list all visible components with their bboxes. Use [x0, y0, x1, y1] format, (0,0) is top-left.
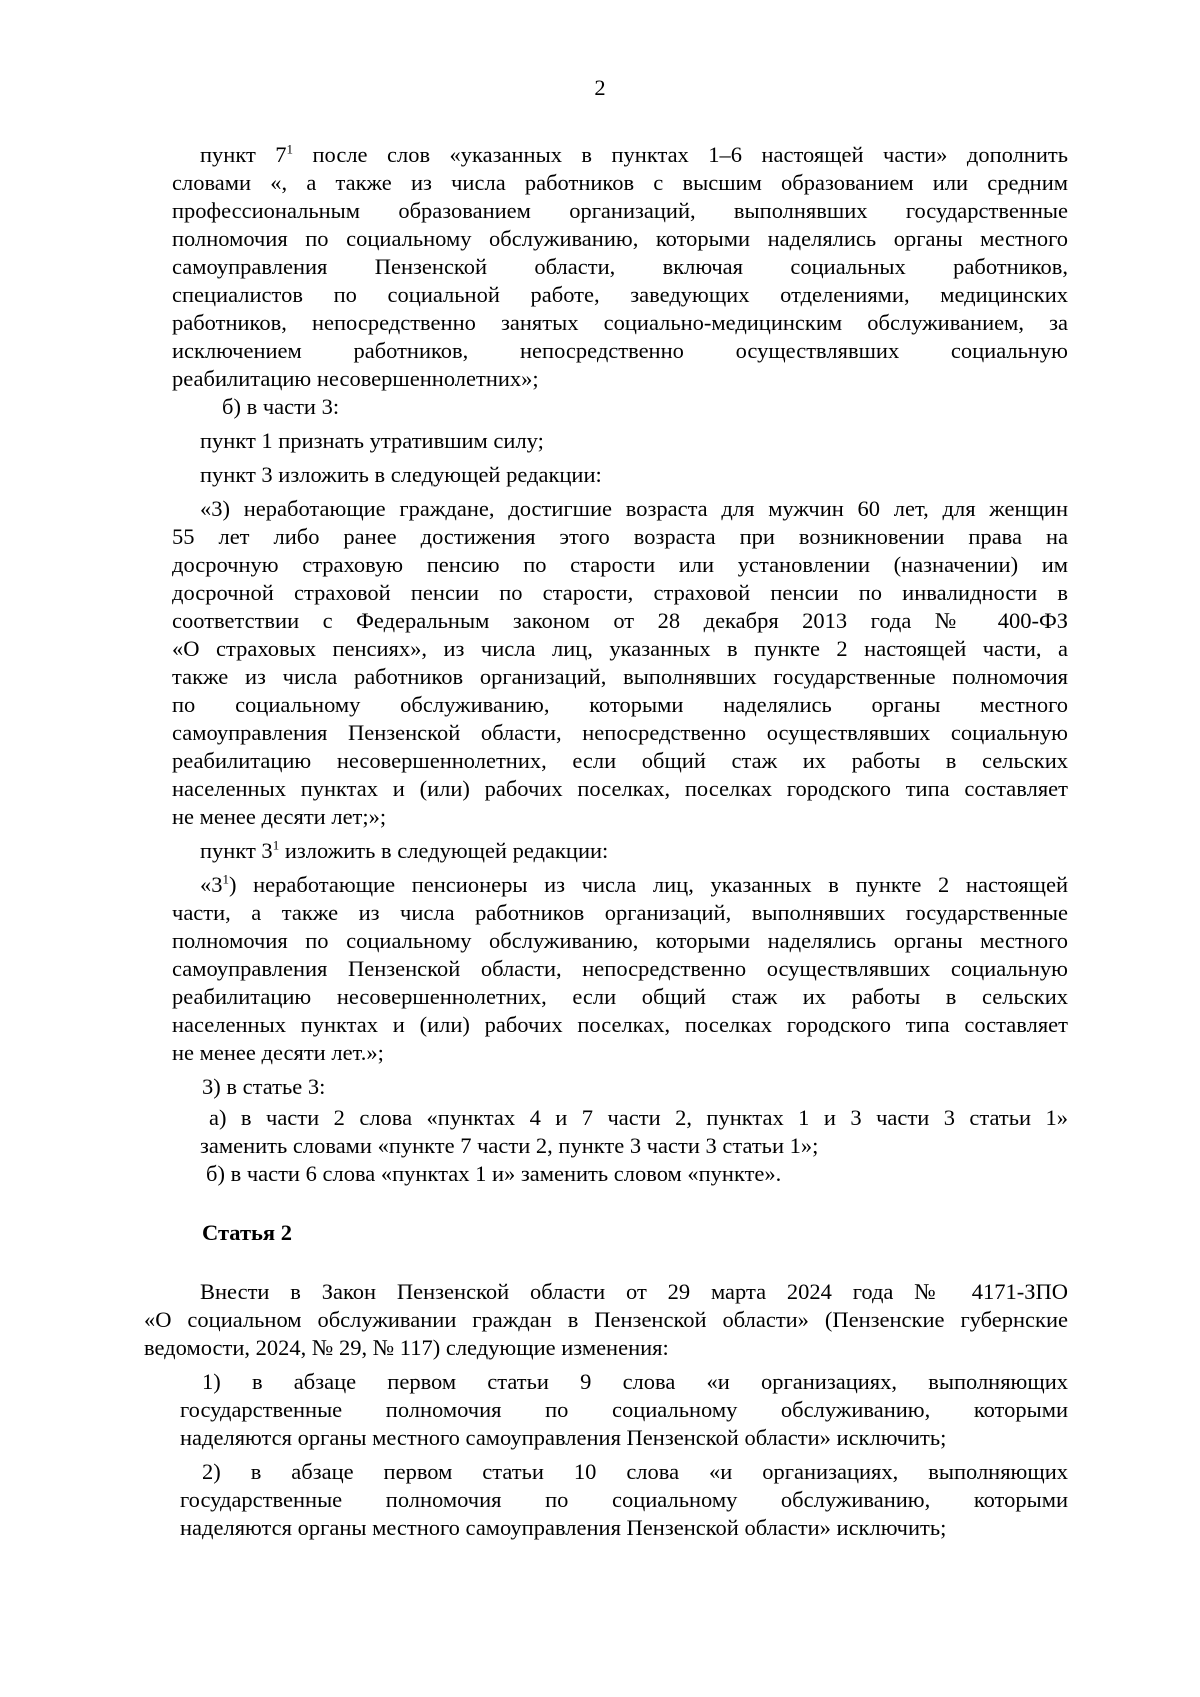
paragraph-point-3-1-intro	[172, 837, 1068, 865]
article-2-item-1	[172, 1368, 1068, 1452]
text-line: полномочия по социальному обслуживанию, которыми наделялись органы местного	[172, 226, 1068, 251]
text-line: ведомости, 2024, № 29, № 117) следующие изменения:	[144, 1335, 669, 1360]
text-line: государственные полномочия по социальному обслуживанию, которыми	[180, 1487, 1068, 1512]
text-line: по социальному обслуживанию, которыми наделялись органы местного	[172, 692, 1068, 717]
item-3: 3) в статье 3:	[202, 1074, 326, 1099]
article-2-item-2	[172, 1458, 1068, 1542]
text-line: «О социальном обслуживании граждан в Пензенской области» (Пензенские губернские	[144, 1307, 1068, 1332]
superscript: 1	[272, 837, 280, 853]
text-line: «3) неработающие граждане, достигшие возраста для мужчин 60 лет, для женщин	[200, 496, 1068, 521]
text-line: реабилитацию несовершеннолетних, если общий стаж их работы в сельских	[172, 984, 1068, 1009]
text-fragment: после слов «указанных в пунктах 1–6 настоящей части» дополнить	[293, 142, 1068, 167]
article-2-heading: Статья 2	[202, 1220, 292, 1245]
item-3-b: б) в части 6 слова «пунктах 1 и» заменить словом «пункте».	[206, 1161, 782, 1186]
text-fragment: пункт 7	[200, 142, 287, 167]
text-line: не менее десяти лет;»;	[172, 804, 387, 829]
text-line: специалистов по социальной работе, заведующих отделениями, медицинских	[172, 282, 1068, 307]
text-line: полномочия по социальному обслуживанию, которыми наделялись органы местного	[172, 928, 1068, 953]
text-line: досрочную страховую пенсию по старости или установлении (назначении) им	[172, 552, 1068, 577]
text-line	[172, 141, 1068, 169]
superscript: 1	[222, 871, 229, 887]
text-fragment: пункт 3	[200, 838, 273, 863]
text-line: 1) в абзаце первом статьи 9 слова «и организациях, выполняющих	[202, 1369, 1068, 1394]
text-line: Внести в Закон Пензенской области от 29 марта 2024 года № 4171-ЗПО	[200, 1279, 1068, 1304]
text-line: наделяются органы местного самоуправления Пензенской области» исключить;	[180, 1515, 947, 1540]
text-line: а) в части 2 слова «пунктах 4 и 7 части 2, пунктах 1 и 3 части 3 статьи 1»	[209, 1105, 1068, 1130]
text-line: словами «, а также из числа работников с высшим образованием или средним	[172, 170, 1068, 195]
paragraph-point-3-1-text	[172, 871, 1068, 1067]
paragraph-point-3-text	[172, 495, 1068, 831]
text-line: профессиональным образованием организаций, выполнявших государственные	[172, 198, 1068, 223]
text-line: государственные полномочия по социальному обслуживанию, которыми	[180, 1397, 1068, 1422]
text-line: исключением работников, непосредственно осуществлявших социальную	[172, 338, 1068, 363]
text-line: 2) в абзаце первом статьи 10 слова «и организациях, выполняющих	[202, 1459, 1068, 1484]
text-line: 55 лет либо ранее достижения этого возраста при возникновении права на	[172, 524, 1068, 549]
text-line: наделяются органы местного самоуправления Пензенской области» исключить;	[180, 1425, 947, 1450]
text-line: населенных пунктах и (или) рабочих поселках, поселках городского типа составляет	[172, 776, 1068, 801]
text-fragment: ) неработающие пенсионеры из числа лиц, указанных в пункте 2 настоящей	[229, 872, 1068, 897]
text-fragment: изложить в следующей редакции:	[279, 838, 609, 863]
page-number: 2	[594, 75, 606, 100]
text-line: «О страховых пенсиях», из числа лиц, указанных в пункте 2 настоящей части, а	[172, 636, 1068, 661]
text-line: не менее десяти лет.»;	[172, 1040, 384, 1065]
text-line: реабилитацию несовершеннолетних, если общий стаж их работы в сельских	[172, 748, 1068, 773]
text-line: самоуправления Пензенской области, включая социальных работников,	[172, 254, 1068, 279]
text-line	[172, 871, 1068, 899]
text-line: также из числа работников организаций, выполнявших государственные полномочия	[172, 664, 1068, 689]
article-2-intro	[144, 1278, 1068, 1362]
text-line: самоуправления Пензенской области, непосредственно осуществлявших социальную	[172, 956, 1068, 981]
text-line: работников, непосредственно занятых социально-медицинским обслуживанием, за	[172, 310, 1068, 335]
document-body	[144, 141, 1068, 1542]
paragraph-point-7-1	[172, 141, 1068, 393]
item-3-a	[172, 1104, 1068, 1160]
text-fragment: «3	[200, 872, 223, 897]
sub-item-b: б) в части 3:	[222, 394, 340, 419]
text-line: части, а также из числа работников организаций, выполнявших государственные	[172, 900, 1068, 925]
text-line: населенных пунктах и (или) рабочих поселках, поселках городского типа составляет	[172, 1012, 1068, 1037]
text-line: самоуправления Пензенской области, непосредственно осуществлявших социальную	[172, 720, 1068, 745]
paragraph-point-3-intro: пункт 3 изложить в следующей редакции:	[200, 462, 602, 487]
superscript: 1	[286, 141, 294, 157]
paragraph-point-1-repeal: пункт 1 признать утратившим силу;	[200, 428, 544, 453]
text-line: реабилитацию несовершеннолетних»;	[172, 366, 539, 391]
text-line: соответствии с Федеральным законом от 28 декабря 2013 года № 400-ФЗ	[172, 608, 1068, 633]
text-line: досрочной страховой пенсии по старости, страховой пенсии по инвалидности в	[172, 580, 1068, 605]
text-line: заменить словами «пункте 7 части 2, пункте 3 части 3 статьи 1»;	[200, 1133, 819, 1158]
